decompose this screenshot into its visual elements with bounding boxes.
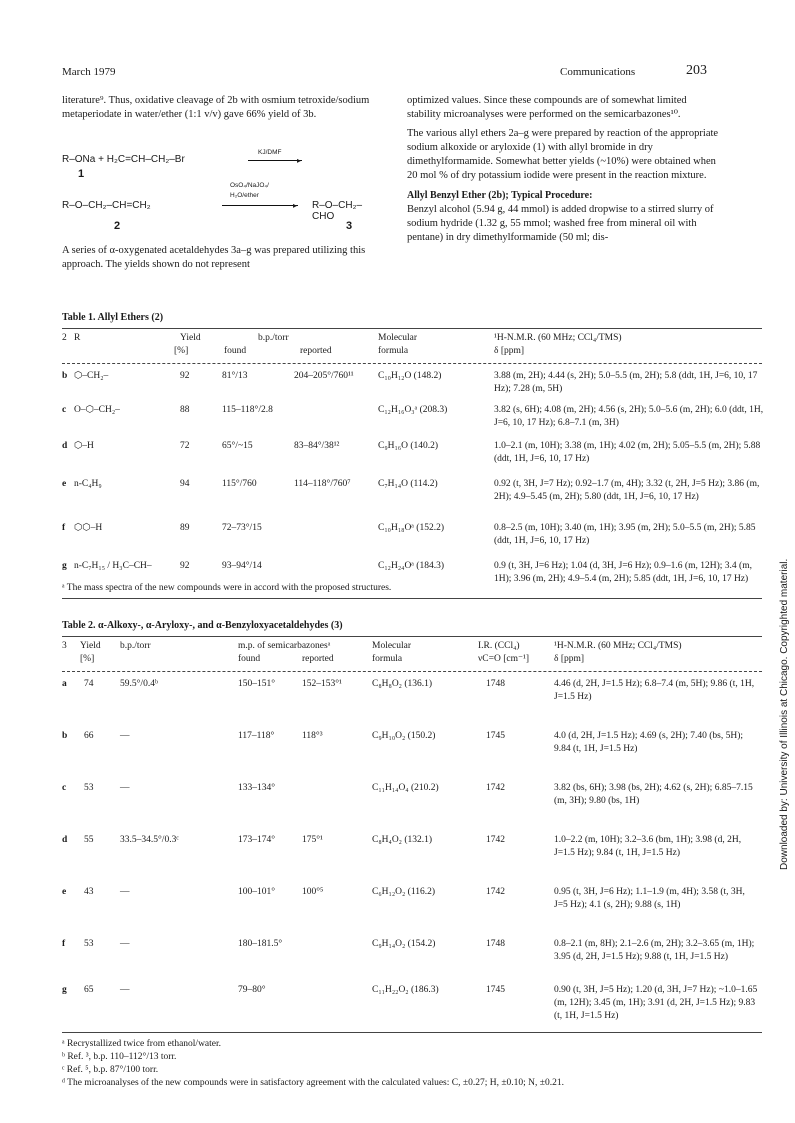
t1-head-bp: b.p./torr <box>258 333 289 343</box>
t1-d-id: d <box>62 441 68 451</box>
t2-c-id: c <box>62 783 67 793</box>
reaction-scheme <box>62 149 382 234</box>
t2-a-bp: 59.5°/0.4ᵇ <box>120 679 158 689</box>
t2-head-molecular: Molecular <box>372 641 412 651</box>
t2-g-found: 79–80° <box>238 985 266 995</box>
t2-b-formula: C₉H₁₀O₂ (150.2) <box>372 731 436 741</box>
t2-head-3: 3 <box>62 641 67 651</box>
compound-3-label: 3 <box>346 220 353 232</box>
t2-head-nmr-unit: δ [ppm] <box>554 654 585 664</box>
t2-footnote-d: ᵈ The microanalyses of the new compounds were in satisfactory agreement with the calculated values: C, ±0.27; H, ±0.10; N, ±0.21. <box>62 1078 564 1088</box>
t2-head-yield-unit: [%] <box>80 654 95 664</box>
t2-c-nmr: 3.82 (bs, 6H); 3.98 (bs, 2H); 4.62 (s, 2H); 6.85–7.15 (m, 3H); 9.80 (bs, 1H) <box>554 783 753 806</box>
right-para-1: optimized values. Since these compounds are of somewhat limited stability microanalyses were performed on the semicarbazones¹⁰. <box>407 95 687 120</box>
t2-d-found: 173–174° <box>238 835 276 845</box>
table1-rule-bottom <box>62 598 762 599</box>
t1-c-nmr: 3.82 (s, 6H); 4.08 (m, 2H); 4.56 (s, 2H); 5.0–5.6 (m, 2H); 6.0 (ddt, 1H, J=6, 10, 17 Hz); 6.8–7.1 (m, 3H) <box>494 405 764 428</box>
t2-a-reported: 152–153°¹ <box>302 679 342 689</box>
scheme-allyl-ether: R–O–CH₂–CH=CH₂ <box>62 200 151 211</box>
t2-e-reported: 100°⁵ <box>302 887 324 897</box>
t2-c-ir: 1742 <box>486 783 505 793</box>
left-column-outro <box>62 244 372 272</box>
t2-d-id: d <box>62 835 68 845</box>
t2-head-nmr: ¹H-N.M.R. (60 MHz; CCl₄/TMS) <box>554 641 682 651</box>
table1 <box>62 328 762 610</box>
t2-e-bp: — <box>120 887 130 897</box>
table1-rule-top <box>62 328 762 329</box>
t2-head-reported: reported <box>302 654 334 664</box>
t1-d-found: 65°/~15 <box>222 441 253 451</box>
t1-head-yield-unit: [%] <box>174 346 189 356</box>
t1-head-r: R <box>74 333 81 343</box>
t1-c-formula: C₁₂H₁₆O₃ᵃ (208.3) <box>378 405 448 415</box>
t1-d-r: ⬡–H <box>74 441 94 451</box>
t2-e-found: 100–101° <box>238 887 276 897</box>
t2-head-bp: b.p./torr <box>120 641 151 651</box>
t1-d-yield: 72 <box>180 441 190 451</box>
t2-g-ir: 1745 <box>486 985 505 995</box>
t2-f-nmr: 0.8–2.1 (m, 8H); 2.1–2.6 (m, 2H); 3.2–3.65 (m, 1H); 3.95 (d, 2H, J=1.5 Hz); 9.88 (t, 1H, J=1.5 Hz) <box>554 939 755 962</box>
t1-b-formula: C₁₀H₁₂O (148.2) <box>378 371 442 381</box>
t2-a-found: 150–151° <box>238 679 276 689</box>
t2-e-formula: C₆H₁₂O₂ (116.2) <box>372 887 436 897</box>
t1-b-reported: 204–205°/760¹¹ <box>294 371 354 381</box>
t1-e-nmr: 0.92 (t, 3H, J=7 Hz); 0.92–1.7 (m, 4H); 3.32 (t, 2H, J=5 Hz); 3.86 (m, 2H); 4.9–5.45 (m, 2H); 5.80 (ddt, 1H, J=6, 10, 17 Hz) <box>494 479 760 502</box>
t1-head-reported: reported <box>300 346 332 356</box>
t2-g-bp: — <box>120 985 130 995</box>
t1-e-reported: 114–118°/760⁷ <box>294 479 351 489</box>
t1-f-formula: C₁₀H₁₈Oᵃ (152.2) <box>378 523 444 533</box>
arrow-head-icon: ▸ <box>297 156 302 165</box>
download-watermark: Downloaded by: University of Illinois at Chicago. Copyrighted material. <box>779 558 790 870</box>
t1-b-id: b <box>62 371 68 381</box>
t2-g-yield: 65 <box>84 985 94 995</box>
t1-c-yield: 88 <box>180 405 190 415</box>
table1-caption: Table 1. Allyl Ethers (2) <box>62 312 164 323</box>
t2-b-reported: 118°³ <box>302 731 323 741</box>
page-number: 203 <box>686 63 707 78</box>
t1-g-yield: 92 <box>180 561 190 571</box>
t1-f-nmr: 0.8–2.5 (m, 10H); 3.40 (m, 1H); 3.95 (m, 2H); 5.0–5.5 (m, 2H); 5.85 (ddt, 1H, J=6, 10, 17 Hz) <box>494 523 756 546</box>
t2-d-bp: 33.5–34.5°/0.3ᶜ <box>120 835 179 845</box>
t2-b-nmr: 4.0 (d, 2H, J=1.5 Hz); 4.69 (s, 2H); 7.40 (bs, 5H); 9.84 (t, 1H, J=1.5 Hz) <box>554 731 744 754</box>
t1-g-id: g <box>62 561 67 571</box>
t1-g-r: n-C₇H₁₅ / H₃C–CH– <box>74 561 152 571</box>
t2-d-ir: 1742 <box>486 835 505 845</box>
t1-head-molecular: Molecular <box>378 333 418 343</box>
t2-a-yield: 74 <box>84 679 94 689</box>
t2-footnote-a: ᵃ Recrystallized twice from ethanol/water. <box>62 1039 222 1049</box>
table2 <box>62 636 762 1036</box>
t1-f-id: f <box>62 523 66 533</box>
t1-g-found: 93–94°/14 <box>222 561 262 571</box>
scheme-reagent-1: KJ/DMF <box>258 149 282 156</box>
header-section: Communications <box>560 66 636 78</box>
t1-e-yield: 94 <box>180 479 190 489</box>
t1-c-id: c <box>62 405 67 415</box>
outro-text: A series of α-oxygenated acetaldehydes 3a–g was prepared utilizing this approach. The yields shown do not represent <box>62 245 366 270</box>
t2-g-nmr: 0.90 (t, 3H, J=5 Hz); 1.20 (d, 3H, J=7 Hz); ~1.0–1.65 (m, 12H); 3.45 (m, 1H); 3.91 (d, 2H, J=1.5 Hz); 9.83 (t, 1H, J=1.5 Hz) <box>554 985 758 1021</box>
t2-b-found: 117–118° <box>238 731 275 741</box>
scheme-reagent-2a: OsO₄/NaJO₄/ <box>230 182 269 189</box>
t2-f-yield: 53 <box>84 939 94 949</box>
t2-e-nmr: 0.95 (t, 3H, J=6 Hz); 1.1–1.9 (m, 4H); 3.58 (t, 3H, J=5 Hz); 4.1 (s, 2H); 9.88 (s, 1H) <box>554 887 745 910</box>
t2-d-reported: 175°¹ <box>302 835 323 845</box>
t2-a-nmr: 4.46 (d, 2H, J=1.5 Hz); 6.8–7.4 (m, 5H); 9.86 (t, 1H, J=1.5 Hz) <box>554 679 755 702</box>
t1-b-yield: 92 <box>180 371 190 381</box>
table1-rule-head <box>62 363 762 364</box>
t2-a-id: a <box>62 679 67 689</box>
t2-head-found: found <box>238 654 261 664</box>
t2-c-bp: — <box>120 783 130 793</box>
t2-footnote-c: ᶜ Ref. ⁵, b.p. 87°/100 torr. <box>62 1065 159 1075</box>
compound-1-label: 1 <box>78 168 85 180</box>
scheme-reagent-2b: H₂O/ether <box>230 192 259 199</box>
t2-c-formula: C₁₁H₁₄O₄ (210.2) <box>372 783 439 793</box>
procedure-title: Allyl Benzyl Ether (2b); Typical Procedure: <box>407 190 593 201</box>
t1-head-2: 2 <box>62 333 67 343</box>
t2-head-yield: Yield <box>80 641 101 651</box>
t1-f-found: 72–73°/15 <box>222 523 262 533</box>
t2-head-ir: I.R. (CCl₄) <box>478 641 520 651</box>
t2-a-ir: 1748 <box>486 679 505 689</box>
left-column-intro <box>62 94 372 122</box>
scheme-aldehyde: R–O–CH₂–CHO <box>312 200 363 222</box>
t1-d-nmr: 1.0–2.1 (m, 10H); 3.38 (m, 1H); 4.02 (m, 2H); 5.05–5.5 (m, 2H); 5.88 (ddt, 1H, J=6, 10, 17 Hz) <box>494 441 761 464</box>
t2-head-formula: formula <box>372 654 403 664</box>
t2-e-id: e <box>62 887 67 897</box>
t2-f-found: 180–181.5° <box>238 939 283 949</box>
t1-d-reported: 83–84°/38¹² <box>294 441 340 451</box>
t2-f-ir: 1748 <box>486 939 505 949</box>
right-para-2: The various allyl ethers 2a–g were prepared by reaction of the appropriate sodium alkoxide or aryloxide (1) with allyl bromide in dry dimethylformamide. Somewhat better yields (~10%) were obtained when 20 mol % of dry potassium iodide were present in the reaction mixture. <box>407 128 719 181</box>
t2-b-yield: 66 <box>84 731 94 741</box>
t2-g-id: g <box>62 985 67 995</box>
t2-b-bp: — <box>120 731 130 741</box>
t2-head-mp: m.p. of semicarbazonesᵃ <box>238 641 331 651</box>
header-date: March 1979 <box>62 66 116 78</box>
table2-caption: Table 2. α-Alkoxy-, α-Aryloxy-, and α-Benzyloxyacetaldehydes (3) <box>62 620 343 631</box>
t2-c-yield: 53 <box>84 783 94 793</box>
t1-g-nmr: 0.9 (t, 3H, J=6 Hz); 1.04 (d, 3H, J=6 Hz); 0.9–1.6 (m, 12H); 3.4 (m, 1H); 3.96 (m, 2H); 4.9–5.4 (m, 2H); 5.85 (ddt, 1H, J=6, 10, 17 Hz) <box>494 561 752 584</box>
t2-head-ir-unit: νC=O [cm⁻¹] <box>478 654 530 664</box>
t1-c-r: O–⬡–CH₂– <box>74 405 120 415</box>
t2-footnote-b: ᵇ Ref. ³, b.p. 110–112°/13 torr. <box>62 1052 177 1062</box>
t1-e-formula: C₇H₁₄O (114.2) <box>378 479 438 489</box>
t1-head-found: found <box>224 346 247 356</box>
t1-b-found: 81°/13 <box>222 371 248 381</box>
intro-text: literature⁹. Thus, oxidative cleavage of 2b with osmium tetroxide/sodium metaperiodate in water/ether (1:1 v/v) gave 66% yield of 3b. <box>62 95 370 120</box>
arrow-head-icon: ▸ <box>293 201 298 210</box>
table2-footnotes <box>62 1038 762 1090</box>
t2-e-ir: 1742 <box>486 887 505 897</box>
t2-f-formula: C₉H₁₄O₂ (154.2) <box>372 939 436 949</box>
table2-rule-bottom <box>62 1032 762 1033</box>
t2-a-formula: C₈H₈O₂ (136.1) <box>372 679 433 689</box>
t1-head-nmr-unit: δ [ppm] <box>494 346 525 356</box>
right-column <box>407 94 719 245</box>
t1-b-nmr: 3.88 (m, 2H); 4.44 (s, 2H); 5.0–5.5 (m, 2H); 5.8 (ddt, 1H, J=6, 10, 17 Hz); 7.28 (m, 5H) <box>494 371 758 394</box>
t2-d-formula: C₈H₄O₂ (132.1) <box>372 835 433 845</box>
t2-b-id: b <box>62 731 68 741</box>
t2-g-formula: C₁₁H₂₂O₂ (186.3) <box>372 985 439 995</box>
right-para-3: Benzyl alcohol (5.94 g, 44 mmol) is added dropwise to a stirred slurry of sodium hydride (1.32 g, 55 mmol; washed free from mineral oil with pentane) in dry dimethylformamide (50 ml; dis- <box>407 204 714 243</box>
t1-head-formula: formula <box>378 346 409 356</box>
t1-d-formula: C₉H₁₆O (140.2) <box>378 441 439 451</box>
table1-footnote: ᵃ The mass spectra of the new compounds were in accord with the proposed structures. <box>62 583 392 593</box>
table2-rule-head <box>62 671 762 672</box>
t1-g-formula: C₁₂H₂₄Oᵃ (184.3) <box>378 561 444 571</box>
arrow-icon <box>222 205 298 206</box>
t2-b-ir: 1745 <box>486 731 505 741</box>
t2-f-bp: — <box>120 939 130 949</box>
t2-e-yield: 43 <box>84 887 94 897</box>
t1-e-r: n-C₄H₉ <box>74 479 102 489</box>
t2-d-nmr: 1.0–2.2 (m, 10H); 3.2–3.6 (bm, 1H); 3.98 (d, 2H, J=1.5 Hz); 9.84 (t, 1H, J=1.5 Hz) <box>554 835 742 858</box>
arrow-icon <box>248 160 302 161</box>
compound-2-label: 2 <box>114 220 121 232</box>
t1-head-yield: Yield <box>180 333 201 343</box>
t1-f-r: ⬡⬡–H <box>74 523 103 533</box>
scheme-reactants: R–ONa + H₂C=CH–CH₂–Br <box>62 154 185 165</box>
table2-rule-top <box>62 636 762 637</box>
t1-head-nmr: ¹H-N.M.R. (60 MHz; CCl₄/TMS) <box>494 333 622 343</box>
t2-f-id: f <box>62 939 66 949</box>
t1-e-found: 115°/760 <box>222 479 257 489</box>
t1-b-r: ⬡–CH₂– <box>74 371 109 381</box>
t1-e-id: e <box>62 479 67 489</box>
t1-c-found: 115–118°/2.8 <box>222 405 273 415</box>
t1-f-yield: 89 <box>180 523 190 533</box>
t2-d-yield: 55 <box>84 835 94 845</box>
t2-c-found: 133–134° <box>238 783 276 793</box>
